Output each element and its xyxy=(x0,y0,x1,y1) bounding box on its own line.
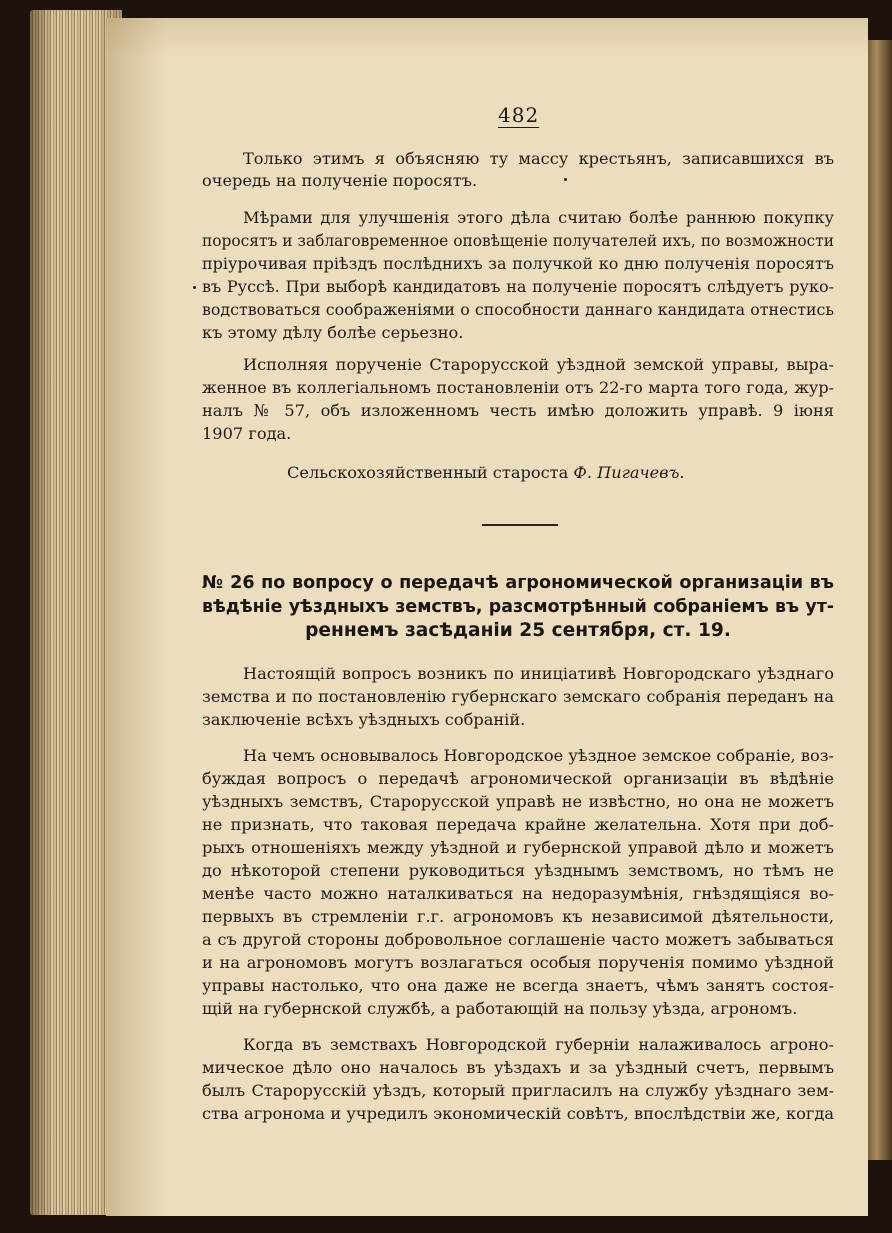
paragraph-line: первыхъ въ стремленіи г.г. агрономовъ къ независимой дѣятельности, xyxy=(202,907,834,926)
paragraph-line: а съ другой стороны добровольное соглашеніе часто можетъ забываться xyxy=(202,930,834,949)
paragraph-line: Только этимъ я объясняю ту массу крестьянъ, записавшихся въ xyxy=(243,149,834,168)
paragraph-line: управы настолько, что она даже не всегда знаетъ, чѣмъ занятъ состоя- xyxy=(202,976,834,995)
paragraph-line: Настоящій вопросъ возникъ по иниціативѣ Новгородскаго уѣзднаго xyxy=(243,664,834,683)
paragraph-line: менѣе часто можно наталкиваться на недоразумѣнія, гнѣздящіяся во- xyxy=(202,884,834,903)
paragraph-line: уѣздныхъ земствъ, Старорусской управѣ не извѣстно, но она не можетъ xyxy=(202,792,834,811)
section-divider xyxy=(482,524,558,526)
paragraph-line: Мѣрами для улучшенія этого дѣла считаю болѣе раннюю покупку xyxy=(243,208,834,227)
paragraph-line: женное въ коллегіальномъ постановленіи отъ 22-го марта того года, жур- xyxy=(202,378,834,397)
paragraph-line: земства и по постановленію губернскаго земскаго собранія переданъ на xyxy=(202,687,834,706)
section-heading-line: вѣдѣніе уѣздныхъ земствъ, разсмотрѣнный собраніемъ въ ут- xyxy=(202,597,834,617)
paragraph-line: буждая вопросъ о передачѣ агрономической организаціи въ вѣдѣніе xyxy=(202,769,834,788)
section-heading-line: № 26 по вопросу о передачѣ агрономической организаціи въ xyxy=(202,573,834,593)
section-heading-line: реннемъ засѣданіи 25 сентября, ст. 19. xyxy=(305,620,731,641)
signature-name: Ф. Пигачевъ. xyxy=(573,463,685,482)
paragraph-line: рыхъ отношеніяхъ между уѣздной и губернской управой дѣло и можетъ xyxy=(202,838,834,857)
paragraph-line: поросятъ и заблаговременное оповѣщеніе получателей ихъ, по возможности xyxy=(202,232,834,250)
ink-speck xyxy=(193,286,196,289)
page-number: 482 xyxy=(498,103,540,127)
paragraph-line: На чемъ основывалось Новгородское уѣздное земское собраніе, воз- xyxy=(243,746,834,765)
paragraph-line: не признать, что таковая передача крайне желательна. Хотя при доб- xyxy=(202,815,834,834)
paragraph-line: ства агронома и учредилъ экономическій совѣтъ, впослѣдствіи же, когда xyxy=(202,1104,834,1123)
signature-line xyxy=(287,463,685,482)
paragraph-line: заключеніе всѣхъ уѣздныхъ собраній. xyxy=(202,710,526,729)
paragraph-line: водствоваться соображеніями о способности даннаго кандидата отнестись xyxy=(202,300,834,319)
paragraph-line: до нѣкоторой степени руководиться уѣзднымъ земствомъ, но тѣмъ не xyxy=(202,861,834,880)
paragraph-line: Исполняя порученіе Старорусской уѣздной земской управы, выра- xyxy=(243,355,834,374)
paragraph-line: былъ Старорусскій уѣздъ, который пригласилъ на службу уѣзднаго зем- xyxy=(202,1081,834,1100)
paragraph-line: налъ № 57, объ изложенномъ честь имѣю доложить управѣ. 9 іюня xyxy=(202,401,834,420)
ink-speck xyxy=(564,178,567,181)
book-cover-edge xyxy=(866,40,892,1160)
signature-title: Сельскохозяйственный староста xyxy=(287,463,569,482)
paragraph-line: Когда въ земствахъ Новгородской губерніи налаживалось агроно- xyxy=(243,1035,834,1054)
paragraph-line: пріурочивая пріѣздъ послѣднихъ за получкой ко дню полученія поросятъ xyxy=(202,254,834,273)
paragraph-line: мическое дѣло оно началось въ уѣздахъ и за уѣздный счетъ, первымъ xyxy=(202,1058,834,1077)
paragraph-line: очередь на полученіе поросятъ. xyxy=(202,171,478,190)
paragraph-line: къ этому дѣлу болѣе серьезно. xyxy=(202,323,464,342)
paragraph-line: 1907 года. xyxy=(202,424,292,443)
paragraph-line: и на агрономовъ могутъ возлагаться особыя порученія помимо уѣздной xyxy=(202,953,834,972)
paragraph-line: въ Руссѣ. При выборѣ кандидатовъ на полученіе поросятъ слѣдуетъ руко- xyxy=(202,277,834,296)
paragraph-line: щій на губернской службѣ, а работающій на пользу уѣзда, агрономъ. xyxy=(202,999,798,1018)
